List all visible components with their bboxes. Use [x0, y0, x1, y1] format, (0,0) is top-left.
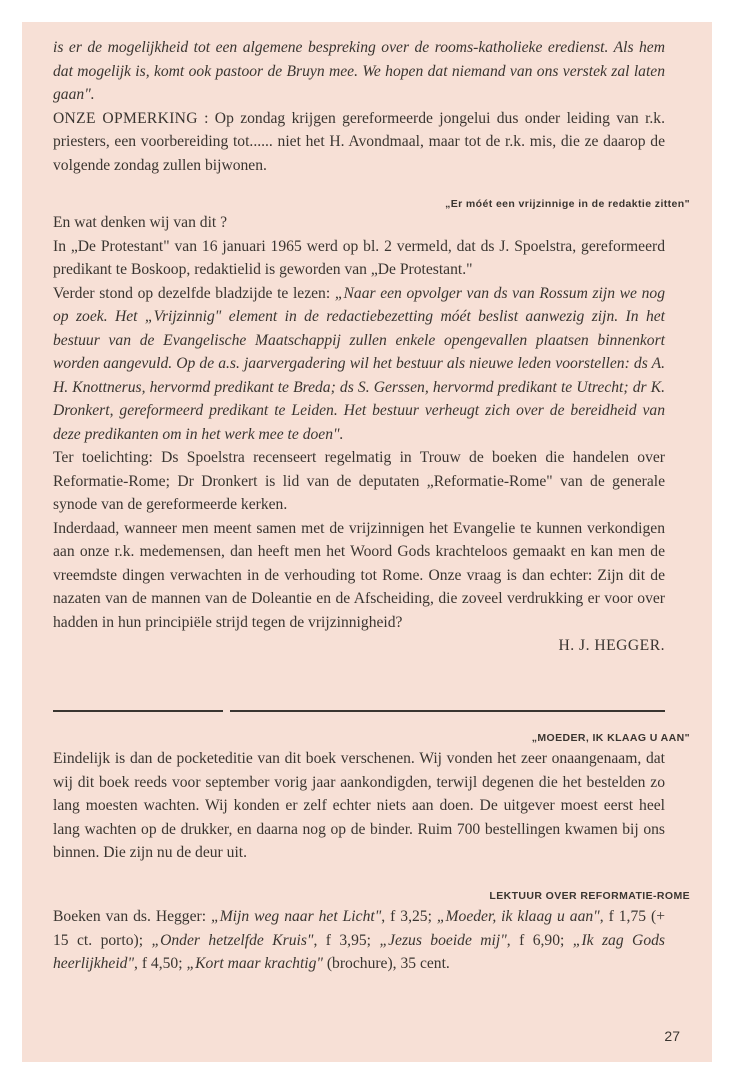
section-heading-lektuur: LEKTUUR OVER REFORMATIE-ROME: [489, 890, 690, 902]
book-price: (brochure), 35 cent.: [322, 955, 450, 972]
section-heading-moeder: „MOEDER, IK KLAAG U AAN": [531, 732, 690, 744]
book-price: , f 1,75 (+ 15 ct. porto);: [53, 908, 665, 949]
paragraph: Ter toelichting: Ds Spoelstra recenseert regelmatig in Trouw de boeken die handelen over Reformatie-Rome; Dr Dronkert is lid van de deputaten „Reformatie-Rome" van de generale synode van de gereformeerde kerken.: [53, 449, 665, 513]
book-list-paragraph: [53, 905, 665, 976]
section-redaktie-body: [53, 211, 665, 658]
remark-label: ONZE OPMERKING: [53, 109, 198, 127]
divider-rule-left: [53, 710, 223, 712]
paragraph: En wat denken wij van dit ?: [53, 214, 228, 231]
divider-rule-right: [230, 710, 665, 712]
paragraph: Inderdaad, wanneer men meent samen met de vrijzinnigen het Evangelie te kunnen verkondigen aan onze r.k. medemensen, dan heeft men het Woord Gods krachteloos gemaakt en kan men de vreemdste dingen verwachten in de verhouding tot Rome. Onze vraag is dan echter: Zijn dit de nazaten van de mannen van de Doleantie en de Afscheiding, die zoveel verdrukking er voor over hadden in hun principiële strijd tegen de vrijzinnigheid?: [53, 519, 665, 631]
book-price: , f 6,90;: [506, 931, 573, 949]
book-price: , f 4,50;: [134, 955, 187, 972]
section-moeder-body: [53, 747, 665, 865]
remark-text: : Op zondag krijgen gereformeerde jongelui dus onder leiding van r.k. priesters, een voorbereiding tot...... niet het H. Avondmaal, maar tot de r.k. mis, die ze daarop de volgende zondag zullen bijwonen.: [53, 109, 665, 174]
section-lektuur-body: [53, 905, 665, 976]
author-signature: H. J. HEGGER.: [558, 637, 665, 654]
book-title: „Ik zag Gods heerlijkheid": [53, 931, 665, 972]
section-heading-redaktie: „Er móét een vrijzinnige in de redaktie zitten": [445, 198, 690, 210]
book-title: „Mijn weg naar het Licht": [211, 908, 382, 925]
book-title: „Onder hetzelfde Kruis": [151, 931, 314, 949]
book-title: „Jezus boeide mij": [379, 931, 507, 949]
paragraph: Eindelijk is dan de pocketeditie van dit boek verschenen. Wij vonden het zeer onaangenaam, dat wij dit boek reeds voor september vorig jaar aankondigden, terwijl degenen die het bestelden zo lang moesten wachten. Wij konden er zelf echter niets aan doen. De uitgever moest eerst heel lang wachten op de drukker, en daarna nog op de binder. Ruim 700 bestellingen kwamen bij ons binnen. Die zijn nu de deur uit.: [53, 750, 665, 861]
quote-text: „Naar een opvolger van ds van Rossum zijn we nog op zoek. Het „Vrijzinnig" element in de redactiebezetting móét beslist aanwezig zijn. In het bestuur van de Evangelische Maatschappij zullen enkele opengevallen plaatsen binnenkort worden aangevuld. Op de a.s. jaarvergadering wil het bestuur als nieuwe leden voorstellen: ds A. H. Knottnerus, hervormd predikant te Breda; ds S. Gerssen, hervormd predikant te Utrecht; dr K. Dronkert, gereformeerd predikant te Leiden. Het bestuur verheugt zich over de bereidheid van deze predikanten om in het werk mee te doen".: [53, 284, 665, 443]
opening-italic-paragraph: is er de mogelijkheid tot een algemene bespreking over de rooms-katholieke eredienst. Als hem dat mogelijk is, komt ook pastoor de Bruyn mee. We hopen dat niemand van ons verstek zal laten gaan".: [53, 39, 665, 103]
paragraph: In „De Protestant" van 16 januari 1965 werd op bl. 2 vermeld, dat ds J. Spoelstra, gereformeerd predikant te Boskoop, redaktielid is geworden van „De Protestant.": [53, 237, 665, 278]
paragraph: [53, 282, 665, 447]
remark-paragraph: [53, 107, 665, 178]
opening-block: [53, 36, 665, 177]
book-title: „Kort maar krachtig": [186, 955, 323, 972]
page-number: 27: [664, 1028, 680, 1044]
book-price: , f 3,25;: [381, 908, 437, 925]
book-title: „Moeder, ik klaag u aan": [436, 908, 600, 925]
book-price: , f 3,95;: [313, 931, 380, 949]
page-margin-strip: [712, 0, 738, 1068]
quote-lead: Verder stond op dezelfde bladzijde te lezen:: [53, 284, 335, 302]
book-list-lead: Boeken van ds. Hegger:: [53, 908, 212, 925]
